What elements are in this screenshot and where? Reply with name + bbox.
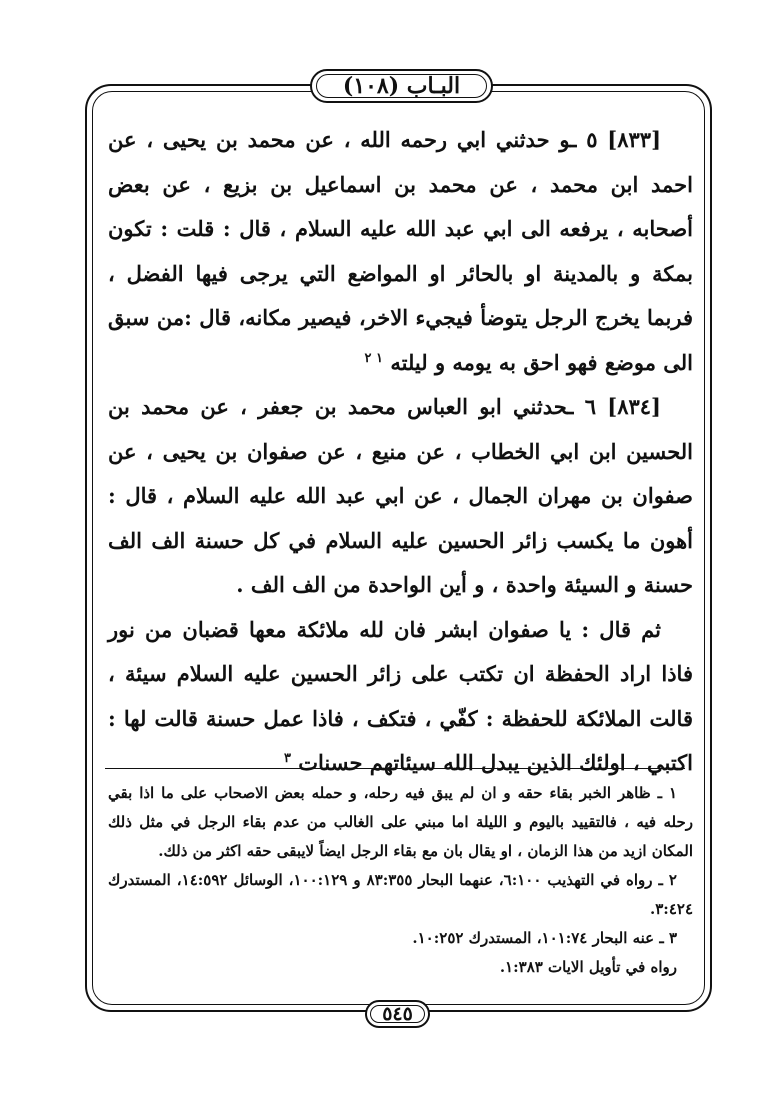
page-number-text: ٥٤٥	[382, 1003, 413, 1025]
paragraph-833	[108, 118, 693, 385]
main-text	[108, 118, 693, 786]
chapter-title-text: البـاب (١٠٨)	[342, 73, 461, 99]
footnote-ref: ٣	[283, 751, 291, 766]
paragraph-834-text: [٨٣٤] ٦ ـحدثني ابو العباس محمد بن جعفر ، عن محمد بن الحسين ابن ابي الخطاب ، عن منيع ، عن صفوان بن يحيى ، عن صفوان بن مهران الجمال ، عن ابي عبد الله عليه السلام ، قال : أهون ما يكسب زائر الحسين عليه السلام في كل حسنة الف الف حسنة و السيئة واحدة ، و أين الواحدة من الف الف .	[108, 394, 693, 597]
paragraph-833-text: [٨٣٣] ٥ ـو حدثني ابي رحمه الله ، عن محمد بن يحيى ، عن احمد ابن محمد ، عن محمد بن اسماعيل بن بزيع ، عن بعض أصحابه ، يرفعه الى ابي عبد الله عليه السلام ، قال : قلت : تكون بمكة و بالمدينة او بالحائر او المواضع التي يرجى فيها الفضل ، فربما يخرج الرجل يتوضأ فيجيء الاخر، فيصير مكانه، قال :من سبق الى موضع فهو احق به يومه و ليلته	[108, 127, 693, 375]
footnote-ref: ١ ٢	[364, 350, 384, 366]
footnote-1: ١ ـ ظاهر الخبر بقاء حقه و ان لم يبق فيه رحله، و حمله بعض الاصحاب على ما اذا بقي رحله فيه ، فالتقييد باليوم و الليلة اما مبني على الغالب من عدم بقاء الرجل في مثل ذلك المكان ازيد من هذا الزمان ، او يقال بان مع بقاء الرجل ايضاً لايبقى حقه اكثر من ذلك.	[108, 784, 693, 860]
page-number	[365, 1000, 430, 1028]
footnote-3: ٣ ـ عنه البحار ١٠١:٧٤، المستدرك ١٠:٢٥٢.	[412, 929, 677, 947]
footnote-2: ٢ ـ رواه في التهذيب ٦:١٠٠، عنهما البحار ٨٣:٣٥٥ و ١٠٠:١٢٩، الوسائل ١٤:٥٩٢، المستدرك ٣:٤٢٤.	[108, 871, 693, 918]
footnote-divider	[105, 768, 685, 769]
paragraph-continuation-text: ثم قال : يا صفوان ابشر فان لله ملائكة معها قضبان من نور فاذا اراد الحفظة ان تكتب على زائر الحسين عليه السلام سيئة ، قالت الملائكة للحفظة : كفّي ، فتكف ، فاذا عمل حسنة قالت لها : اكتبي ، اولئك الذين يبدل الله سيئاتهم حسنات	[108, 616, 693, 775]
footnotes	[108, 779, 693, 982]
paragraph-continuation	[108, 608, 693, 786]
paragraph-834	[108, 385, 693, 608]
chapter-title	[310, 69, 493, 103]
footnote-3-continuation: رواه في تأويل الايات ١:٣٨٣.	[499, 958, 677, 976]
